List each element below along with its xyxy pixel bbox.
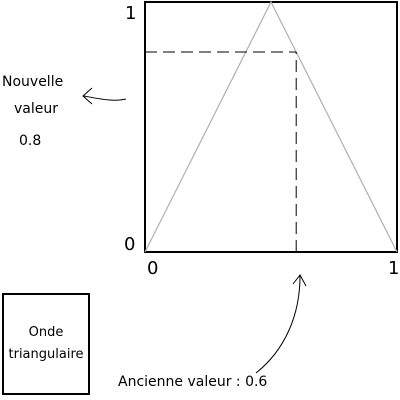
y-min-label: 0 bbox=[124, 234, 136, 255]
triangle-wave-line bbox=[145, 2, 397, 252]
new-value-label-line2: valeur bbox=[14, 101, 58, 117]
new-value-arrow bbox=[84, 96, 126, 100]
y-max-label: 1 bbox=[125, 3, 137, 24]
wave-type-line2: triangulaire bbox=[8, 347, 84, 362]
new-value-number: 0.8 bbox=[19, 133, 42, 149]
old-value-arrow bbox=[256, 276, 300, 373]
old-value-label: Ancienne valeur : 0.6 bbox=[118, 374, 268, 390]
wave-type-box bbox=[2, 293, 90, 395]
wave-type-line1: Onde bbox=[28, 325, 64, 340]
x-min-label: 0 bbox=[147, 258, 159, 279]
x-max-label: 1 bbox=[388, 258, 400, 279]
plot-frame bbox=[145, 2, 397, 252]
new-value-label-line1: Nouvelle bbox=[2, 74, 64, 90]
